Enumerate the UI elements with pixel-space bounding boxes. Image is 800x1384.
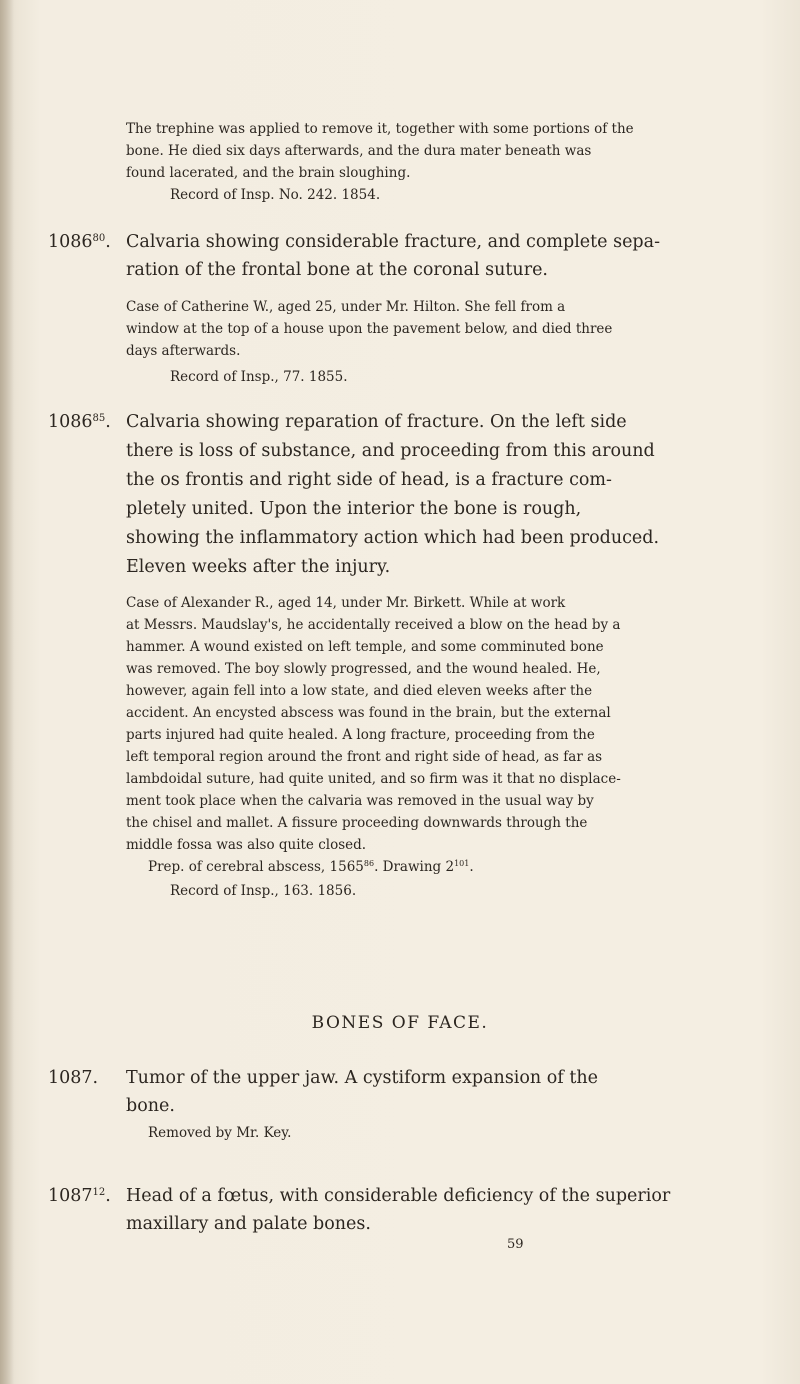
text-line: Case of Alexander R., aged 14, under Mr. Birkett. While at work [126,595,566,611]
section-heading: BONES OF FACE. [311,1013,489,1033]
entry-1086-80 [0,228,800,388]
page-number: 59 [507,1237,524,1252]
text-line: however, again fell into a low state, and died eleven weeks after the [126,683,593,699]
text-line: left temporal region around the front and right side of head, as far as [126,749,603,765]
entry-number-superscript: 80 [92,233,106,244]
entry-title [0,1182,800,1238]
text-line: ration of the frontal bone at the coronal suture. [126,260,548,280]
text-line: Tumor of the upper jaw. A cystiform expansion of the [126,1068,598,1088]
text-line: days afterwards. [126,343,241,359]
text-line: accident. An encysted abscess was found in the brain, but the external [126,705,611,721]
case-notes [0,592,800,902]
entry-number: 1087$^{12}$. [48,1186,111,1206]
record-line: Record of Insp. No. 242. 1854. [170,187,381,203]
text-line: ment took place when the calvaria was removed in the usual way by [126,793,594,809]
entry-number: 1087. [48,1068,99,1088]
text-line: window at the top of a house upon the pavement below, and died three [126,321,613,337]
entry-number: 1086$^{85}$. [48,412,111,432]
entry-1087 [0,1064,800,1144]
text-line: parts injured had quite healed. A long fracture, proceeding from the [126,727,595,743]
text-line: lambdoidal suture, had quite united, and so firm was it that no displace- [126,771,621,787]
text-line: The trephine was applied to remove it, together with some portions of the [126,121,634,137]
text-line: Eleven weeks after the injury. [126,557,391,577]
text-line: Calvaria showing considerable fracture, and complete sepa- [126,232,660,252]
text-line: bone. He died six days afterwards, and the dura mater beneath was [126,143,592,159]
entry-number: 1086$^{80}$. [48,232,111,252]
record-line: Record of Insp., 163. 1856. [170,883,357,899]
top-case-paragraph [0,118,654,184]
record-line: Record of Insp., 77. 1855. [170,369,348,385]
case-paragraph [0,592,654,856]
text-line: Calvaria showing reparation of fracture. On the left side [126,412,627,432]
text-line: Head of a fœtus, with considerable deficiency of the superior [126,1186,671,1206]
entry-title [0,228,800,284]
drawing-superscript: 101 [454,859,470,868]
entry-1086-85 [0,408,800,902]
text-line: bone. [126,1096,175,1116]
entry-title [0,408,800,582]
prep-superscript: 86 [363,859,375,868]
text-line: Case of Catherine W., aged 25, under Mr. Hilton. She fell from a [126,299,566,315]
entry-number-superscript: 85 [92,413,106,424]
entry-title [0,1064,800,1120]
text-line: middle fossa was also quite closed. [126,837,367,853]
text-line: was removed. The boy slowly progressed, and the wound healed. He, [126,661,601,677]
text-line: hammer. A wound existed on left temple, and some comminuted bone [126,639,604,655]
entry-1087-12 [0,1182,800,1238]
case-notes [0,296,800,388]
text-line: maxillary and palate bones. [126,1214,371,1234]
text-line: showing the inflammatory action which had been produced. [126,528,660,548]
text-line: found lacerated, and the brain sloughing. [126,165,411,181]
prep-line: Prep. of cerebral abscess, 1565$^{86}$. Drawing $2^{101}$. [148,859,474,875]
top-case-text [0,118,800,206]
entry-number-superscript: 12 [92,1187,106,1198]
case-paragraph [0,296,654,362]
text-line: there is loss of substance, and proceeding from this around [126,441,655,461]
text-line: the os frontis and right side of head, is a fracture com- [126,470,612,490]
text-line: the chisel and mallet. A fissure proceeding downwards through the [126,815,588,831]
text-line: pletely united. Upon the interior the bone is rough, [126,499,582,519]
text-line: at Messrs. Maudslay's, he accidentally received a blow on the head by a [126,617,621,633]
entry-note: Removed by Mr. Key. [148,1125,292,1141]
